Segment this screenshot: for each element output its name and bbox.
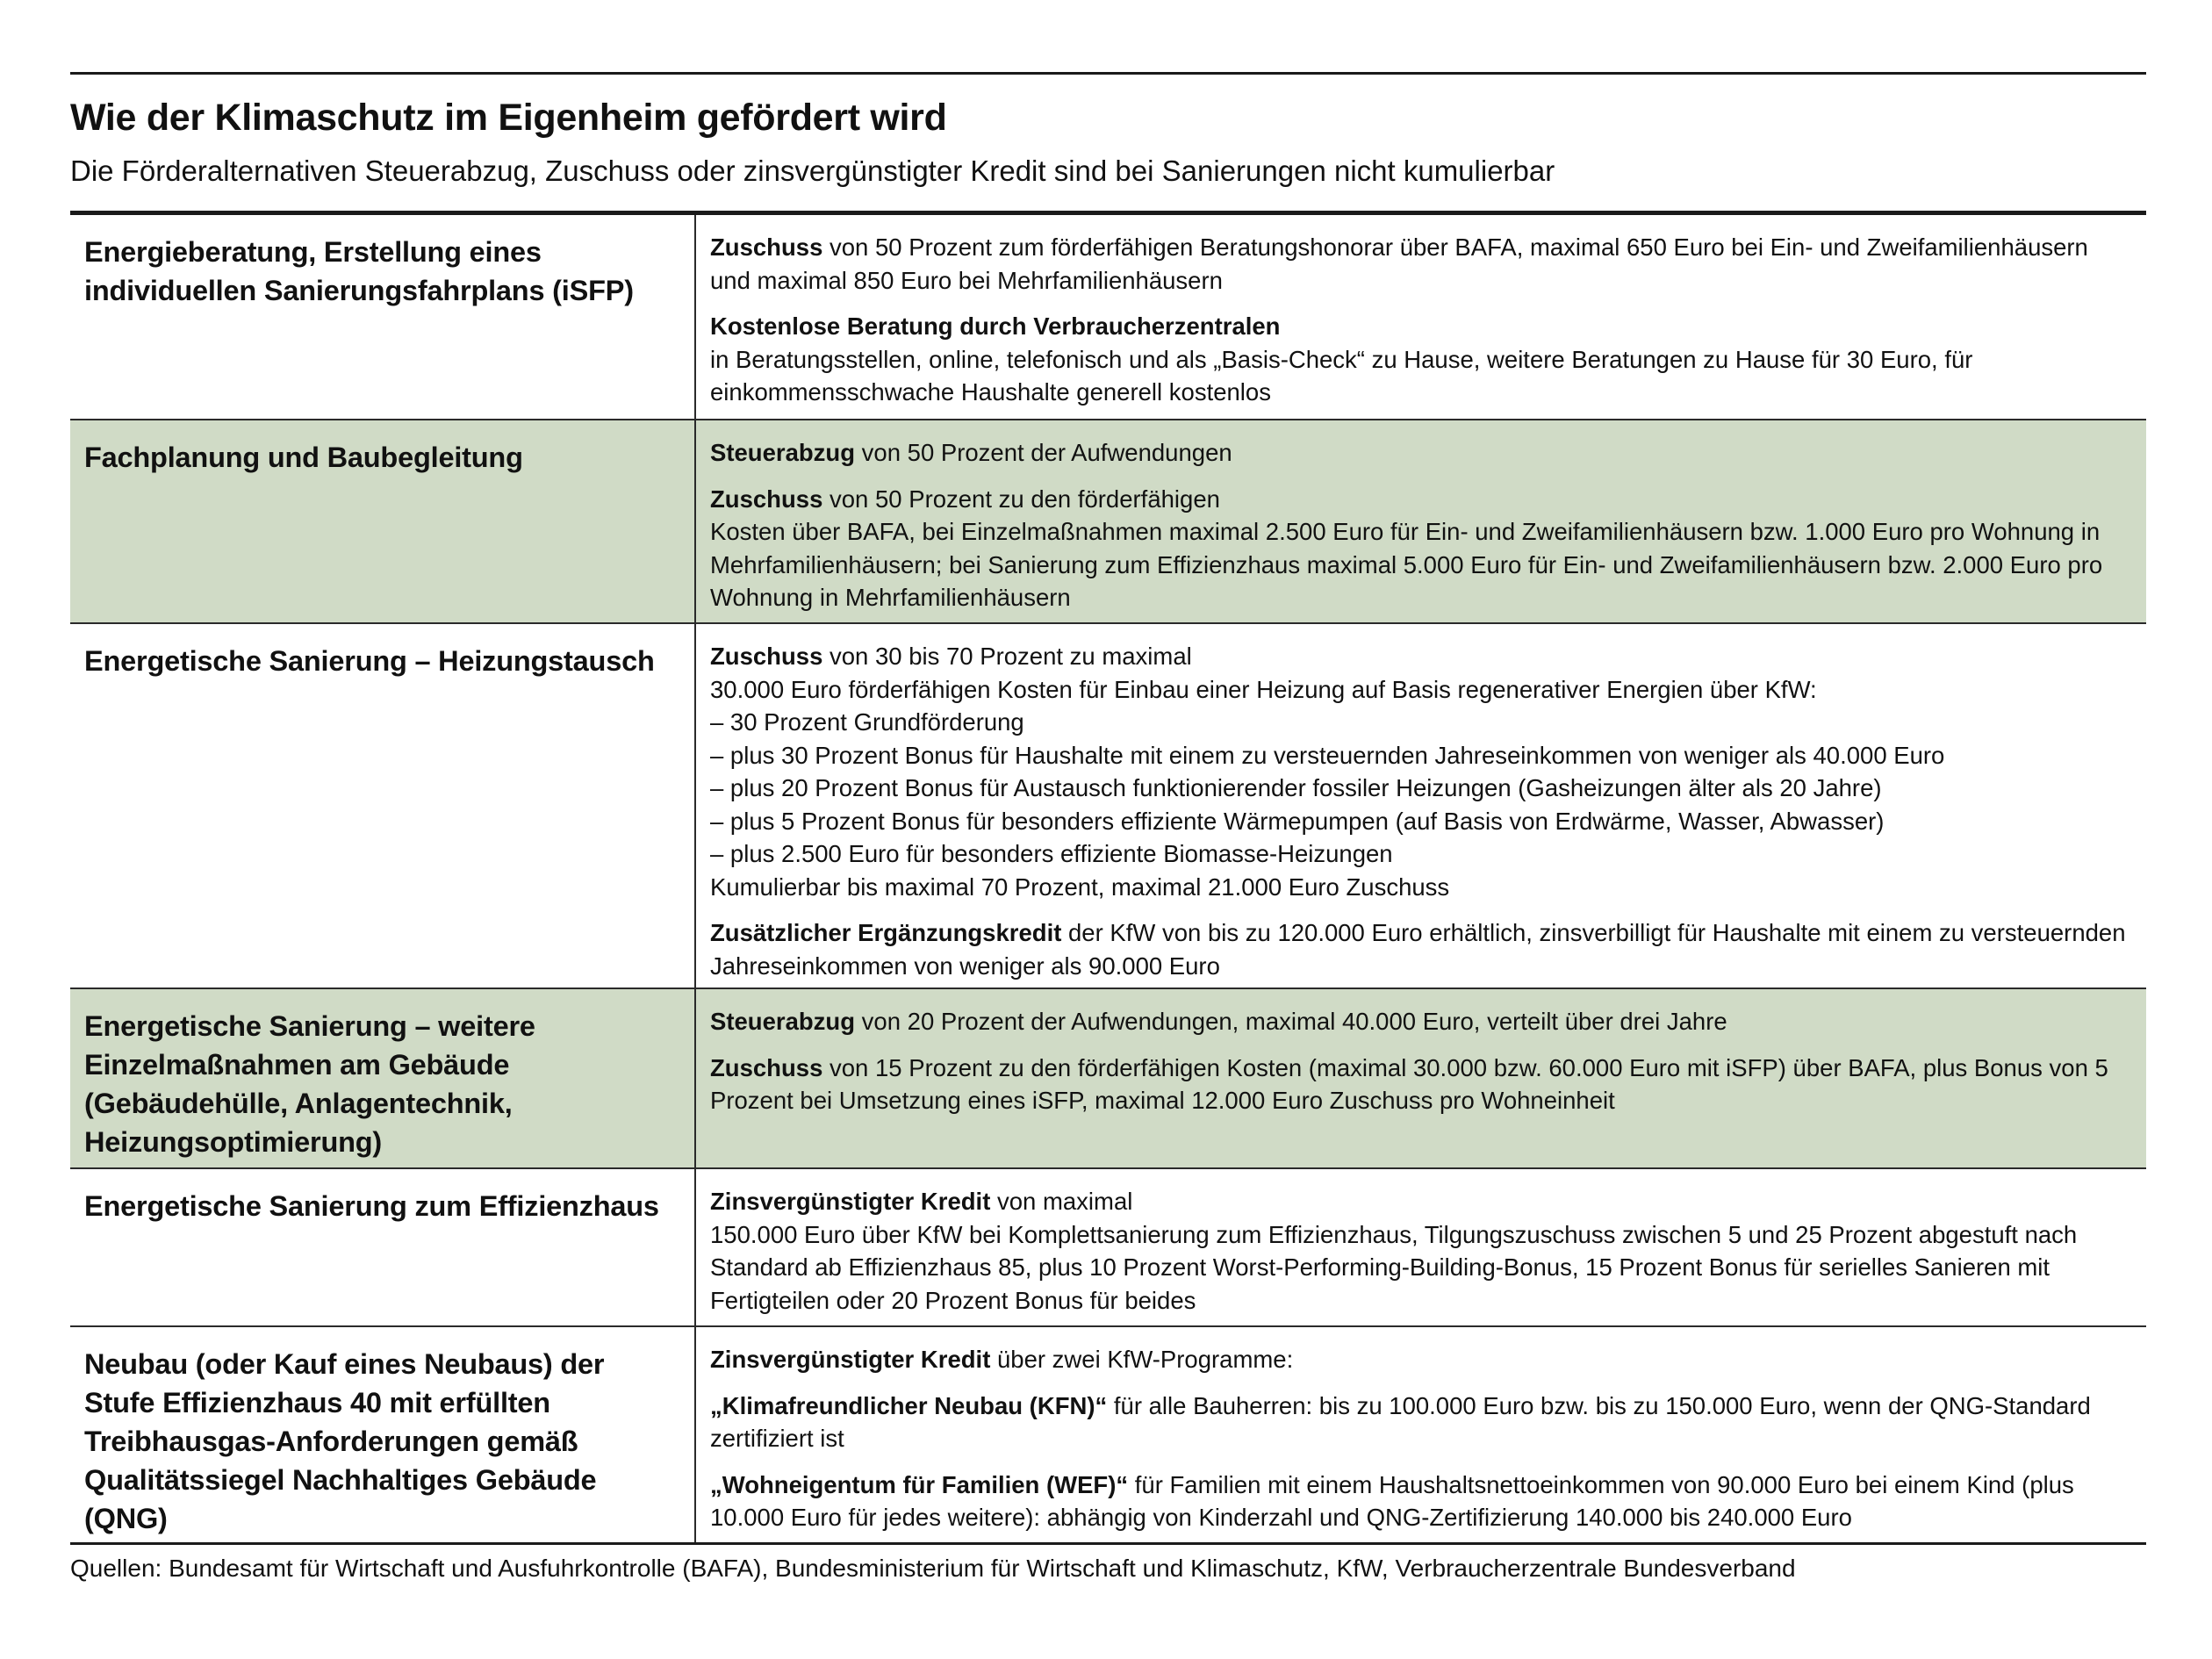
row-label: Energetische Sanierung zum Effizienzhaus <box>70 1169 696 1325</box>
table-row <box>70 1325 2146 1542</box>
row-content <box>696 1169 2146 1325</box>
emphasis-term: Zuschuss <box>710 485 823 513</box>
emphasis-term: Zuschuss <box>710 643 823 670</box>
emphasis-term: Steuerabzug <box>710 1008 856 1035</box>
row-content <box>696 1327 2146 1542</box>
paragraph-text: 150.000 Euro über KfW bei Komplettsanierung zum Effizienzhaus, Tilgungszuschuss zwischen 5 und 25 Prozent abgestuft nach Standard ab Effizienzhaus 85, plus 10 Prozent Worst-Performing-Building-Bonus, 15 Prozent Bonus für serielles Sanieren mit Fertigteilen oder 20 Prozent Bonus für beides <box>710 1220 2078 1314</box>
paragraph-text: von 50 Prozent der Aufwendungen <box>855 439 1232 466</box>
content-paragraph <box>710 436 2132 470</box>
emphasis-term: „Wohneigentum für Familien (WEF)“ <box>710 1470 1129 1498</box>
row-label: Energetische Sanierung – Heizungstausch <box>70 624 696 988</box>
list-item: Kumulierbar bis maximal 70 Prozent, maximal 21.000 Euro Zuschuss <box>710 873 1450 901</box>
emphasis-term: Steuerabzug <box>710 439 856 466</box>
list-item: – plus 5 Prozent Bonus für besonders effiziente Wärmepumpen (auf Basis von Erdwärme, Wasser, Abwasser) <box>710 807 1885 835</box>
list-item: – 30 Prozent Grundförderung <box>710 708 1024 736</box>
list-item: – plus 2.500 Euro für besonders effiziente Biomasse-Heizungen <box>710 840 1393 867</box>
row-content <box>696 624 2146 988</box>
content-paragraph <box>710 483 2132 614</box>
page-title: Wie der Klimaschutz im Eigenheim gefördert wird <box>70 97 947 139</box>
paragraph-text: in Beratungsstellen, online, telefonisch und als „Basis-Check“ zu Hause, weitere Beratungen zu Hause für 30 Euro, für einkommensschwache Haushalte generell kostenlos <box>710 345 1973 406</box>
paragraph-text: von 50 Prozent zum förderfähigen Beratungshonorar über BAFA, maximal 650 Euro bei Ein- und Zweifamilienhäusern und maximal 850 Euro bei Mehrfamilienhäusern <box>710 233 2088 294</box>
paragraph-text: von maximal <box>990 1188 1133 1215</box>
paragraph-text: von 50 Prozent zu den förderfähigen <box>822 485 1220 513</box>
table-row <box>70 215 2146 419</box>
table-row <box>70 622 2146 988</box>
content-paragraph <box>710 1185 2132 1317</box>
row-label: Energetische Sanierung – weitere Einzelmaßnahmen am Gebäude (Gebäudehülle, Anlagentechnik, Heizungsoptimierung) <box>70 989 696 1167</box>
emphasis-term: Zusätzlicher Ergänzungskredit <box>710 919 1062 946</box>
content-paragraph <box>710 1052 2132 1117</box>
paragraph-text: von 30 bis 70 Prozent zu maximal <box>822 643 1192 670</box>
emphasis-term: Zinsvergünstigter Kredit <box>710 1346 991 1373</box>
row-label: Energieberatung, Erstellung eines individuellen Sanierungsfahrplans (iSFP) <box>70 215 696 419</box>
content-paragraph <box>710 916 2132 982</box>
row-content <box>696 215 2146 419</box>
list-item: – plus 30 Prozent Bonus für Haushalte mit einem zu versteuernden Jahreseinkommen von weniger als 40.000 Euro <box>710 741 1945 769</box>
funding-table <box>70 211 2146 1545</box>
paragraph-text: der KfW von bis zu 120.000 Euro erhältlich, zinsverbilligt für Haushalte mit einem zu versteuernden Jahreseinkommen von weniger als 90.000 Euro <box>710 919 2126 980</box>
page-subtitle: Die Förderalternativen Steuerabzug, Zuschuss oder zinsvergünstigter Kredit sind bei Sanierungen nicht kumulierbar <box>70 154 1555 187</box>
top-rule <box>70 72 2146 75</box>
document-page <box>70 72 2146 1585</box>
content-paragraph <box>710 1390 2132 1455</box>
list-item: – plus 20 Prozent Bonus für Austausch funktionierender fossiler Heizungen (Gasheizungen älter als 20 Jahre) <box>710 774 1882 801</box>
emphasis-term: Kostenlose Beratung durch Verbraucherzentralen <box>710 312 1281 340</box>
row-label: Neubau (oder Kauf eines Neubaus) der Stufe Effizienzhaus 40 mit erfüllten Treibhausgas-Anforderungen gemäß Qualitätssiegel Nachhaltiges Gebäude (QNG) <box>70 1327 696 1542</box>
row-content <box>696 420 2146 622</box>
paragraph-text: über zwei KfW-Programme: <box>990 1346 1294 1373</box>
paragraph-text: Kosten über BAFA, bei Einzelmaßnahmen maximal 2.500 Euro für Ein- und Zweifamilienhäusern bzw. 1.000 Euro pro Wohnung in Mehrfamilienhäusern; bei Sanierung zum Effizienzhaus maximal 5.000 Euro für Ein- und Zweifamilienhäusern bzw. 2.000 Euro pro Wohnung in Mehrfamilienhäusern <box>710 518 2103 611</box>
source-note: Quellen: Bundesamt für Wirtschaft und Ausfuhrkontrolle (BAFA), Bundesministerium für Wirtschaft und Klimaschutz, KfW, Verbraucherzentrale Bundesverband <box>70 1555 1796 1582</box>
content-paragraph <box>710 1005 2132 1038</box>
emphasis-term: Zinsvergünstigter Kredit <box>710 1188 991 1215</box>
row-content <box>696 989 2146 1167</box>
row-label: Fachplanung und Baubegleitung <box>70 420 696 622</box>
emphasis-term: Zuschuss <box>710 233 823 261</box>
emphasis-term: Zuschuss <box>710 1053 823 1081</box>
paragraph-text: für Familien mit einem Haushaltsnettoeinkommen von 90.000 Euro bei einem Kind (plus 10.000 Euro für jedes weitere): abhängig von Kinderzahl und QNG-Zertifizierung 140.000 bis 240.000 Euro <box>710 1470 2074 1531</box>
emphasis-term: „Klimafreundlicher Neubau (KFN)“ <box>710 1391 1108 1419</box>
content-paragraph <box>710 1343 2132 1376</box>
content-paragraph <box>710 640 2132 903</box>
content-paragraph <box>710 310 2132 409</box>
content-paragraph <box>710 231 2132 297</box>
paragraph-text: von 15 Prozent zu den förderfähigen Kosten (maximal 30.000 bzw. 60.000 Euro mit iSFP) über BAFA, plus Bonus von 5 Prozent bei Umsetzung eines iSFP, maximal 12.000 Euro Zuschuss pro Wohneinheit <box>710 1053 2108 1114</box>
table-row <box>70 988 2146 1167</box>
table-row <box>70 1167 2146 1325</box>
paragraph-text: für alle Bauherren: bis zu 100.000 Euro bzw. bis zu 150.000 Euro, wenn der QNG-Standard zertifiziert ist <box>710 1391 2091 1452</box>
list-item: 30.000 Euro förderfähigen Kosten für Einbau einer Heizung auf Basis regenerativer Energien über KfW: <box>710 675 1817 703</box>
table-row <box>70 419 2146 622</box>
paragraph-text: von 20 Prozent der Aufwendungen, maximal 40.000 Euro, verteilt über drei Jahre <box>855 1008 1727 1035</box>
content-paragraph <box>710 1469 2132 1534</box>
